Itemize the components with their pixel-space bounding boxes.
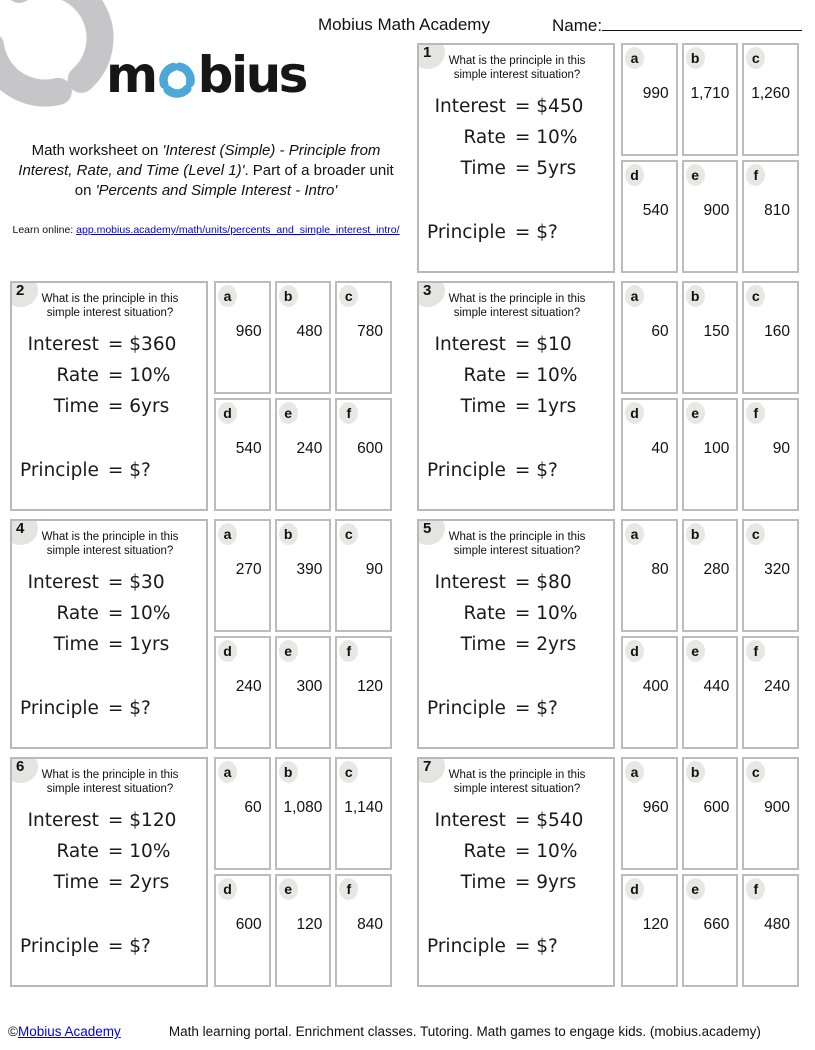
answer-value: 40 [651, 440, 669, 457]
answer-letter-badge: f [746, 402, 765, 424]
answer-value: 150 [703, 323, 730, 340]
problem-question: What is the principle in this simple interest situation? [448, 769, 586, 795]
principle-value: = $? [107, 698, 151, 719]
answer-letter-badge: e [686, 640, 705, 662]
answer-grid [621, 519, 799, 749]
answer-cell[interactable] [742, 160, 799, 273]
answer-letter-badge: c [339, 761, 358, 783]
learn-online-link[interactable]: app.mobius.academy/math/units/percents_and_simple_interest_intro/ [76, 224, 400, 236]
principle-value: = $? [514, 460, 558, 481]
interest-label: Interest [434, 96, 506, 117]
answer-cell[interactable] [621, 636, 678, 749]
answer-letter-badge: a [625, 285, 644, 307]
principle-label: Principle [427, 698, 506, 719]
answer-value: 840 [357, 916, 383, 933]
answer-letter-badge: d [218, 878, 237, 900]
answer-cell[interactable] [275, 281, 332, 394]
rate-label: Rate [56, 365, 99, 386]
answer-value: 900 [703, 202, 730, 219]
answer-letter-badge: e [279, 402, 298, 424]
answer-cell[interactable] [275, 519, 332, 632]
problem-question-box [10, 519, 208, 749]
footer-copyright [8, 1024, 121, 1039]
rate-value: = 10% [514, 127, 578, 148]
answer-letter-badge: a [218, 285, 237, 307]
answer-value: 480 [296, 323, 323, 340]
answer-letter-badge: a [625, 47, 644, 69]
time-label: Time [460, 634, 506, 655]
principle-value: = $? [514, 936, 558, 957]
problem-number: 2 [16, 282, 25, 299]
learn-online-row [0, 224, 412, 236]
answer-letter-badge: d [625, 164, 644, 186]
interest-value: = $540 [514, 810, 584, 831]
time-label: Time [460, 396, 506, 417]
answer-cell[interactable] [742, 636, 799, 749]
rate-value: = 10% [107, 603, 171, 624]
problem-block [10, 281, 392, 511]
answer-grid [621, 43, 799, 273]
principle-label: Principle [20, 936, 99, 957]
problem-question: What is the principle in this simple interest situation? [41, 293, 179, 319]
answer-cell[interactable] [742, 874, 799, 987]
answer-value: 270 [235, 561, 262, 578]
answer-value: 280 [703, 561, 730, 578]
answer-letter-badge: a [218, 523, 237, 545]
answer-value: 440 [703, 678, 730, 695]
time-value: = 5yrs [514, 158, 577, 179]
answer-letter-badge: b [279, 285, 298, 307]
answer-cell[interactable] [275, 636, 332, 749]
answer-letter-badge: a [625, 761, 644, 783]
mobius-logo-o-icon [159, 62, 195, 98]
answer-letter-badge: d [218, 640, 237, 662]
interest-value: = $80 [514, 572, 572, 593]
principle-label: Principle [427, 936, 506, 957]
problem-number: 7 [423, 758, 432, 775]
footer-tagline: Math learning portal. Enrichment classes. Tutoring. Math games to engage kids. (mobius.academy) [168, 1024, 761, 1039]
problem-equations [20, 567, 202, 724]
answer-value: 540 [235, 440, 262, 457]
answer-cell[interactable] [621, 160, 678, 273]
interest-label: Interest [434, 334, 506, 355]
interest-value: = $360 [107, 334, 177, 355]
answer-letter-badge: c [746, 523, 765, 545]
rate-value: = 10% [514, 841, 578, 862]
answer-value: 80 [651, 561, 669, 578]
problem-question: What is the principle in this simple interest situation? [448, 55, 586, 81]
answer-grid [214, 519, 392, 749]
answer-letter-badge: d [625, 640, 644, 662]
footer [8, 1024, 809, 1039]
answer-letter-badge: a [625, 523, 644, 545]
name-input-line[interactable] [602, 15, 802, 31]
principle-label: Principle [20, 698, 99, 719]
answer-value: 600 [235, 916, 262, 933]
answer-value: 300 [296, 678, 323, 695]
answer-cell[interactable] [742, 43, 799, 156]
answer-cell[interactable] [335, 519, 392, 632]
answer-cell[interactable] [682, 519, 739, 632]
problem-block [417, 519, 799, 749]
interest-label: Interest [434, 572, 506, 593]
answer-grid [214, 281, 392, 511]
answer-letter-badge: b [279, 761, 298, 783]
problem-number: 5 [423, 520, 432, 537]
time-label: Time [53, 396, 99, 417]
answer-cell[interactable] [214, 874, 271, 987]
logo-text-pre: m [106, 46, 156, 104]
rate-label: Rate [463, 365, 506, 386]
time-value: = 6yrs [107, 396, 170, 417]
time-value: = 2yrs [107, 872, 170, 893]
footer-copyright-link[interactable]: Mobius Academy [17, 1024, 121, 1039]
answer-value: 100 [703, 440, 730, 457]
answer-cell[interactable] [335, 398, 392, 511]
logo-text-post: bius [197, 46, 306, 104]
answer-cell[interactable] [621, 874, 678, 987]
answer-value: 1,260 [751, 85, 790, 102]
answer-letter-badge: f [746, 640, 765, 662]
problem-equations [20, 329, 202, 486]
rate-label: Rate [463, 841, 506, 862]
answer-cell[interactable] [214, 636, 271, 749]
answer-value: 390 [296, 561, 323, 578]
interest-value: = $120 [107, 810, 177, 831]
problem-block [417, 757, 799, 987]
answer-letter-badge: e [686, 402, 705, 424]
answer-letter-badge: e [686, 164, 705, 186]
answer-cell[interactable] [275, 757, 332, 870]
answer-value: 90 [365, 561, 383, 578]
problem-number: 6 [16, 758, 25, 775]
principle-label: Principle [20, 460, 99, 481]
answer-value: 120 [296, 916, 323, 933]
answer-value: 160 [764, 323, 790, 340]
answer-value: 60 [651, 323, 669, 340]
interest-label: Interest [27, 572, 99, 593]
answer-cell[interactable] [621, 519, 678, 632]
answer-letter-badge: e [279, 640, 298, 662]
answer-letter-badge: a [218, 761, 237, 783]
answer-cell[interactable] [682, 281, 739, 394]
answer-value: 90 [772, 440, 790, 457]
answer-letter-badge: b [686, 523, 705, 545]
answer-letter-badge: f [339, 878, 358, 900]
time-label: Time [53, 634, 99, 655]
problem-block [417, 281, 799, 511]
answer-cell[interactable] [335, 757, 392, 870]
answer-letter-badge: b [686, 285, 705, 307]
answer-letter-badge: b [279, 523, 298, 545]
answer-letter-badge: f [746, 164, 765, 186]
rate-value: = 10% [514, 603, 578, 624]
answer-cell[interactable] [621, 398, 678, 511]
answer-cell[interactable] [214, 281, 271, 394]
principle-value: = $? [107, 936, 151, 957]
time-value: = 9yrs [514, 872, 577, 893]
interest-value: = $10 [514, 334, 572, 355]
answer-grid [621, 281, 799, 511]
copyright-symbol: © [8, 1024, 18, 1039]
problem-question: What is the principle in this simple interest situation? [448, 531, 586, 557]
answer-cell[interactable] [335, 636, 392, 749]
time-label: Time [53, 872, 99, 893]
answer-value: 480 [764, 916, 790, 933]
header-left [0, 46, 412, 236]
rate-value: = 10% [107, 365, 171, 386]
answer-value: 400 [642, 678, 669, 695]
answer-grid [621, 757, 799, 987]
problem-equations [20, 805, 202, 962]
problem-question: What is the principle in this simple interest situation? [41, 769, 179, 795]
answer-cell[interactable] [214, 757, 271, 870]
answer-cell[interactable] [214, 519, 271, 632]
time-value: = 1yrs [514, 396, 577, 417]
answer-cell[interactable] [335, 874, 392, 987]
problem-block [10, 757, 392, 987]
answer-value: 960 [642, 799, 669, 816]
answer-value: 320 [764, 561, 790, 578]
rate-label: Rate [56, 841, 99, 862]
answer-cell[interactable] [621, 281, 678, 394]
answer-grid [214, 757, 392, 987]
time-label: Time [460, 872, 506, 893]
answer-cell[interactable] [682, 757, 739, 870]
problem-equations [427, 567, 609, 724]
time-value: = 1yrs [107, 634, 170, 655]
answer-cell[interactable] [742, 519, 799, 632]
answer-cell[interactable] [682, 874, 739, 987]
rate-value: = 10% [514, 365, 578, 386]
answer-value: 60 [244, 799, 262, 816]
answer-cell[interactable] [742, 757, 799, 870]
answer-letter-badge: b [686, 761, 705, 783]
problem-question-box [417, 43, 615, 273]
problem-question-box [417, 281, 615, 511]
principle-label: Principle [427, 460, 506, 481]
answer-cell[interactable] [682, 160, 739, 273]
doc-title: Mobius Math Academy [318, 15, 490, 34]
interest-label: Interest [27, 334, 99, 355]
answer-value: 810 [764, 202, 790, 219]
answer-letter-badge: d [218, 402, 237, 424]
answer-letter-badge: e [686, 878, 705, 900]
answer-value: 600 [703, 799, 730, 816]
problem-number: 4 [16, 520, 25, 537]
problem-equations [427, 805, 609, 962]
answer-cell[interactable] [621, 43, 678, 156]
principle-value: = $? [514, 698, 558, 719]
problem-block [417, 43, 799, 273]
name-label: Name: [552, 16, 603, 35]
answer-cell[interactable] [742, 281, 799, 394]
answer-letter-badge: c [746, 285, 765, 307]
learn-online-label: Learn online: [12, 224, 74, 236]
rate-label: Rate [463, 603, 506, 624]
answer-letter-badge: c [339, 285, 358, 307]
rate-label: Rate [463, 127, 506, 148]
answer-letter-badge: e [279, 878, 298, 900]
interest-value: = $450 [514, 96, 584, 117]
answer-cell[interactable] [275, 874, 332, 987]
mobius-logo [0, 46, 412, 104]
answer-cell[interactable] [621, 757, 678, 870]
answer-cell[interactable] [682, 43, 739, 156]
answer-value: 1,140 [344, 799, 383, 816]
answer-cell[interactable] [682, 398, 739, 511]
problem-question-box [417, 757, 615, 987]
answer-letter-badge: f [746, 878, 765, 900]
answer-cell[interactable] [214, 398, 271, 511]
name-row [552, 15, 802, 36]
interest-label: Interest [27, 810, 99, 831]
answer-value: 900 [764, 799, 790, 816]
time-label: Time [460, 158, 506, 179]
answer-letter-badge: d [625, 402, 644, 424]
answer-cell[interactable] [742, 398, 799, 511]
rate-label: Rate [56, 603, 99, 624]
problem-equations [427, 329, 609, 486]
answer-value: 960 [235, 323, 262, 340]
answer-cell[interactable] [335, 281, 392, 394]
answer-value: 600 [357, 440, 383, 457]
problem-number: 3 [423, 282, 432, 299]
principle-value: = $? [107, 460, 151, 481]
answer-value: 540 [642, 202, 669, 219]
answer-letter-badge: f [339, 402, 358, 424]
rate-value: = 10% [107, 841, 171, 862]
answer-value: 780 [357, 323, 383, 340]
problem-block [10, 519, 392, 749]
interest-value: = $30 [107, 572, 165, 593]
problem-equations [427, 91, 609, 248]
problem-question: What is the principle in this simple interest situation? [448, 293, 586, 319]
answer-letter-badge: f [339, 640, 358, 662]
problem-question-box [10, 281, 208, 511]
answer-letter-badge: c [339, 523, 358, 545]
problem-question-box [10, 757, 208, 987]
answer-value: 660 [703, 916, 730, 933]
answer-value: 120 [357, 678, 383, 695]
interest-label: Interest [434, 810, 506, 831]
answer-cell[interactable] [275, 398, 332, 511]
answer-value: 990 [642, 85, 669, 102]
answer-letter-badge: c [746, 47, 765, 69]
principle-value: = $? [514, 222, 558, 243]
answer-letter-badge: b [686, 47, 705, 69]
answer-value: 240 [764, 678, 790, 695]
answer-letter-badge: d [625, 878, 644, 900]
answer-value: 240 [296, 440, 323, 457]
answer-value: 240 [235, 678, 262, 695]
time-value: = 2yrs [514, 634, 577, 655]
answer-value: 1,710 [690, 85, 730, 102]
problem-question-box [417, 519, 615, 749]
principle-label: Principle [427, 222, 506, 243]
answer-cell[interactable] [682, 636, 739, 749]
answer-value: 1,080 [283, 799, 323, 816]
worksheet-description: Math worksheet on 'Interest (Simple) - Principle from Interest, Rate, and Time (Level 1)'. Part of a broader unit on 'Percents and Simple Interest - Intro' [18, 142, 394, 199]
problem-question: What is the principle in this simple interest situation? [41, 531, 179, 557]
answer-letter-badge: c [746, 761, 765, 783]
problem-number: 1 [423, 44, 432, 61]
answer-value: 120 [642, 916, 669, 933]
